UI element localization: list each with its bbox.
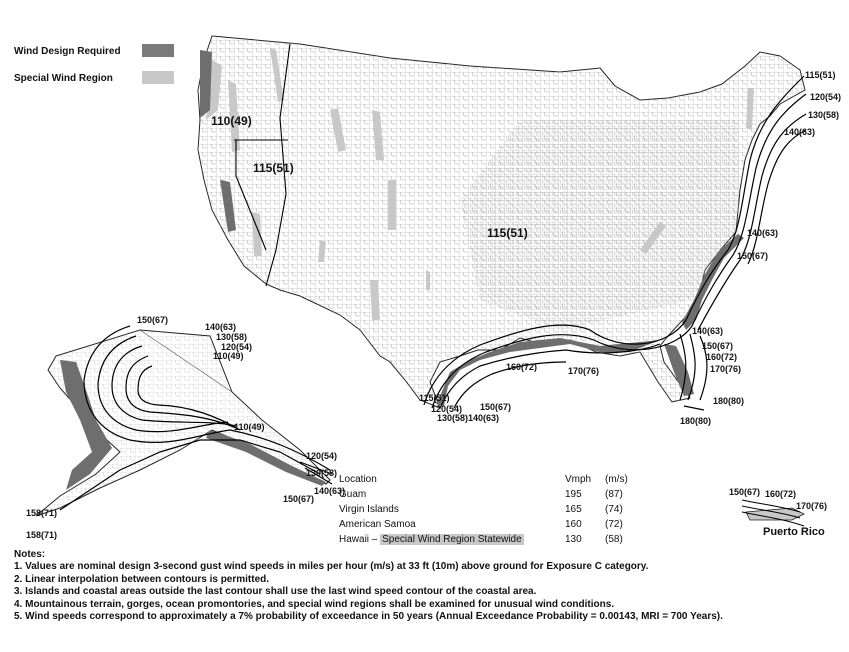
- location-cell: American Samoa: [339, 519, 416, 530]
- table-row: [339, 489, 628, 504]
- contour-label: 110(49): [211, 114, 252, 128]
- vmph-cell: 130: [565, 534, 582, 545]
- contour-label: 150(67): [283, 494, 315, 504]
- contour-label: 115(51): [419, 393, 450, 403]
- contour-label: 160(72): [765, 489, 797, 499]
- note-item: 1. Values are nominal design 3-second gust wind speeds in miles per hour (m/s) at 33 ft (10m) above ground for Exposure C category.: [14, 561, 649, 573]
- ms-cell: (72): [605, 519, 623, 530]
- legend-label: Wind Design Required: [14, 46, 121, 57]
- contour-label: 130(58): [216, 332, 248, 342]
- contour-label: 140(63): [314, 486, 346, 496]
- contour-label: 130(58): [808, 110, 840, 120]
- header-ms: (m/s): [605, 474, 628, 485]
- table-row: [339, 504, 628, 519]
- location-cell: [339, 534, 565, 549]
- puerto-rico-title: Puerto Rico: [763, 526, 825, 538]
- legend-label: Special Wind Region: [14, 73, 113, 84]
- contour-label: 110(49): [213, 351, 244, 361]
- contour-label: 120(54): [810, 92, 842, 102]
- special-wind-region-badge: Special Wind Region Statewide: [382, 534, 522, 545]
- contour-label: 115(51): [253, 161, 294, 175]
- header-vmph: Vmph: [565, 474, 592, 485]
- notes: [14, 549, 844, 623]
- contour-label: 150(67): [137, 315, 169, 325]
- note-item: 2. Linear interpolation between contours is permitted.: [14, 573, 270, 585]
- vmph-cell: 160: [565, 519, 582, 530]
- contour-label: 158(71): [26, 530, 58, 540]
- contour-label: 140(63): [747, 228, 779, 238]
- ms-cell: (58): [605, 534, 623, 545]
- contour-label: 158(71): [26, 508, 58, 518]
- contour-label: 180(80): [713, 396, 745, 406]
- contour-label: 115(51): [805, 70, 836, 80]
- contour-label: 120(54): [306, 451, 338, 461]
- contour-label: 160(72): [706, 352, 738, 362]
- vmph-cell: 165: [565, 504, 582, 515]
- note-item: 4. Mountainous terrain, gorges, ocean promontories, and special wind regions shall be examined for unusual wind conditions.: [14, 598, 615, 610]
- contour-label: 120(54): [221, 342, 253, 352]
- contour-label: 130(58): [306, 468, 338, 478]
- vmph-cell: 195: [565, 489, 582, 500]
- location-table: [339, 474, 628, 549]
- note-item: 3. Islands and coastal areas outside the last contour shall use the last wind speed contour of the coastal area.: [14, 586, 537, 598]
- ms-cell: (87): [605, 489, 623, 500]
- contour-label: 140(63): [784, 127, 816, 137]
- contour-label: 170(76): [568, 366, 600, 376]
- contour-label: 150(67): [729, 487, 761, 497]
- note-item: 5. Wind speeds correspond to approximately a 7% probability of exceedance in 50 years (Annual Exceedance Probability = 0.00143, MRI = 700 Years).: [14, 611, 723, 623]
- ms-cell: (74): [605, 504, 623, 515]
- contour-label: 150(67): [737, 251, 769, 261]
- contour-label: 180(80): [680, 416, 712, 426]
- table-row: [339, 519, 628, 534]
- contour-label: 140(63): [692, 326, 724, 336]
- table-row-hawaii: [339, 534, 628, 549]
- location-cell: Guam: [339, 489, 367, 500]
- contour-label: 120(54): [431, 404, 463, 414]
- contour-label: 170(76): [710, 364, 742, 374]
- contour-label: 160(72): [506, 362, 538, 372]
- contour-label: 110(49): [234, 422, 265, 432]
- contour-label: 150(67): [702, 341, 734, 351]
- contour-label: 170(76): [796, 501, 828, 511]
- header-location: Location: [339, 474, 377, 485]
- contour-label: 130(58)140(63): [437, 413, 500, 423]
- notes-title: Notes:: [14, 549, 46, 560]
- contour-label: 150(67): [480, 402, 512, 412]
- contour-label: 140(63): [205, 322, 237, 332]
- table-header-row: [339, 474, 628, 489]
- hawaii-label: Hawaii –: [339, 534, 378, 545]
- contour-label: 115(51): [487, 226, 528, 240]
- location-cell: Virgin Islands: [339, 504, 399, 515]
